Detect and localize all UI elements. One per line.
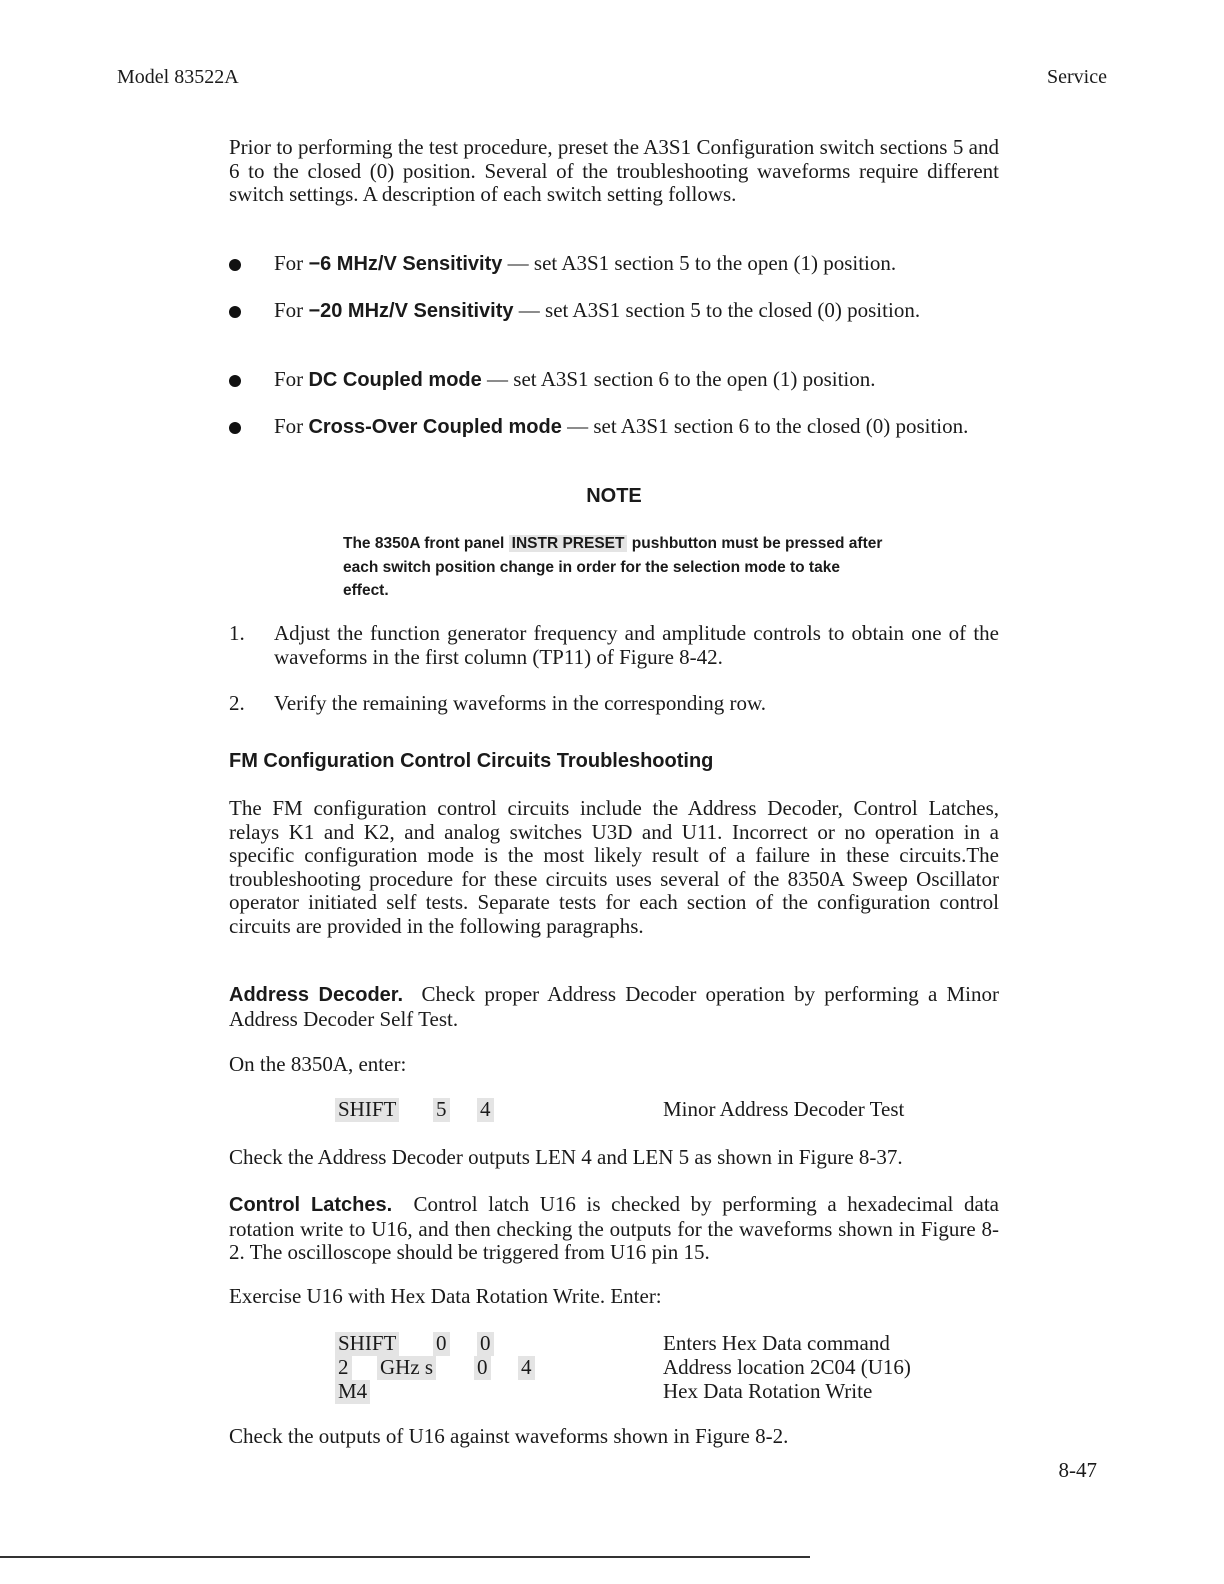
key-sequence-row xyxy=(0,1332,1224,1356)
address-decoder-check: Check the Address Decoder outputs LEN 4 and LEN 5 as shown in Figure 8-37. xyxy=(229,1145,903,1169)
key-4: 4 xyxy=(477,1098,494,1122)
step-number: 2. xyxy=(229,691,245,715)
key-5: 5 xyxy=(433,1098,450,1122)
key-0: 0 xyxy=(474,1356,491,1380)
bullet-icon xyxy=(229,259,241,271)
key-sequence-description: Address location 2C04 (U16) xyxy=(663,1355,911,1379)
note-title: NOTE xyxy=(586,485,642,507)
key-sequence-row xyxy=(0,1380,1224,1404)
header-section: Service xyxy=(1047,66,1107,88)
address-decoder-label: Address Decoder. xyxy=(229,984,404,1006)
bullet-icon xyxy=(229,306,241,318)
bullet-icon xyxy=(229,375,241,387)
key-sequence-row xyxy=(0,1356,1224,1380)
key-sequence-description: Enters Hex Data command xyxy=(663,1331,890,1355)
bottom-rule xyxy=(0,1556,810,1558)
key-sequence-row xyxy=(0,1098,1224,1122)
fm-intro-paragraph: The FM configuration control circuits include the Address Decoder, Control Latches, relays K1 and K2, and analog switches U3D and U11. Incorrect or no operation in a specific configuration mode is the most likely result of a failure in these circuits.The troubleshooting procedure for these circuits uses several of the 8350A Sweep Oscillator operator initiated self tests. Separate tests for each section of the configuration control circuits are provided in the following paragraphs. xyxy=(229,796,999,938)
key-2: 2 xyxy=(335,1356,352,1380)
bullet-bold: −6 MHz/V Sensitivity xyxy=(308,253,503,275)
bullet-icon xyxy=(229,422,241,434)
address-decoder-paragraph: Address Decoder. Check proper Address Decoder operation by performing a Minor Address Decoder Self Test. xyxy=(229,982,999,1031)
step-text: Adjust the function generator frequency and amplitude controls to obtain one of the waveforms in the first column (TP11) of Figure 8-42. xyxy=(274,621,999,669)
bullet-bold: −20 MHz/V Sensitivity xyxy=(308,300,514,322)
header-model: Model 83522A xyxy=(117,66,239,88)
intro-paragraph: Prior to performing the test procedure, preset the A3S1 Configuration switch sections 5 and 6 to the closed (0) position. Several of the troubleshooting waveforms require different switch settings. A description of each switch setting follows. xyxy=(229,135,999,206)
control-latches-label: Control Latches. xyxy=(229,1194,393,1216)
key-sequence-description: Hex Data Rotation Write xyxy=(663,1379,873,1403)
m4-key: M4 xyxy=(335,1380,370,1404)
step-text: Verify the remaining waveforms in the corresponding row. xyxy=(274,691,766,715)
shift-key: SHIFT xyxy=(335,1332,399,1356)
shift-key: SHIFT xyxy=(335,1098,399,1122)
key-0: 0 xyxy=(433,1332,450,1356)
control-latches-check: Check the outputs of U16 against waveforms shown in Figure 8-2. xyxy=(229,1424,789,1448)
section-heading: FM Configuration Control Circuits Troubleshooting xyxy=(229,750,714,772)
bullet-bold: DC Coupled mode xyxy=(308,369,482,391)
bullet-bold: Cross-Over Coupled mode xyxy=(308,416,562,438)
exercise-instruction: Exercise U16 with Hex Data Rotation Write. Enter: xyxy=(229,1284,662,1308)
ghz-key: GHz s xyxy=(377,1356,436,1380)
control-latches-paragraph: Control Latches. Control latch U16 is checked by performing a hexadecimal data rotation write to U16, and then checking the outputs for the waveforms shown in Figure 8-2. The oscilloscope should be triggered from U16 pin 15. xyxy=(229,1192,1000,1264)
page-number: 8-47 xyxy=(1058,1458,1097,1482)
enter-instruction: On the 8350A, enter: xyxy=(229,1052,407,1076)
key-0: 0 xyxy=(477,1332,494,1356)
key-4: 4 xyxy=(518,1356,535,1380)
key-sequence-description: Minor Address Decoder Test xyxy=(663,1097,905,1121)
note-body: The 8350A front panel INSTR PRESET pushbutton must be pressed after each switch position change in order for the selection mode to take effect. xyxy=(343,535,883,599)
instr-preset-key: INSTR PRESET xyxy=(509,535,628,552)
step-number: 1. xyxy=(229,621,245,645)
